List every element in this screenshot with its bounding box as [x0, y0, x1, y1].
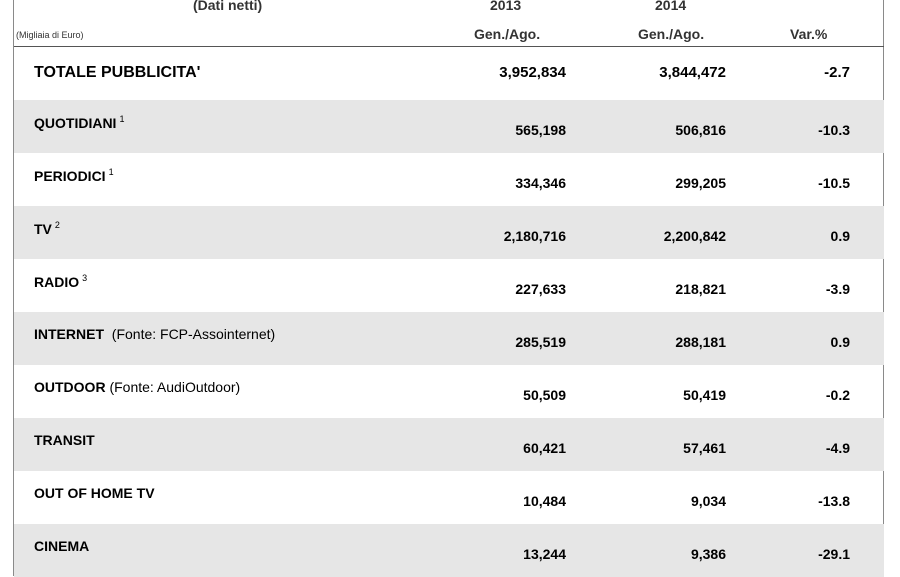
- row-label: TRANSIT: [34, 432, 95, 448]
- year-2013-header: 2013: [490, 0, 522, 13]
- table-row: [14, 471, 884, 524]
- value-2014: 50,419: [683, 387, 726, 403]
- value-variation: -0.2: [825, 387, 850, 403]
- row-label: RADIO $^3$: [34, 273, 88, 290]
- row-label: OUT OF HOME TV: [34, 485, 155, 501]
- table-row: [14, 418, 884, 471]
- row-label: PERIODICI $^1$: [34, 167, 114, 184]
- row-label: TV $^2$: [34, 220, 60, 237]
- value-variation: -10.3: [818, 122, 850, 138]
- footnote-marker: 3: [82, 273, 88, 283]
- value-2013: 10,484: [523, 493, 566, 509]
- value-2014: 218,821: [675, 281, 726, 297]
- value-variation: -3.9: [825, 281, 850, 297]
- value-2014: 3,844,472: [659, 64, 726, 81]
- source-note: (Fonte: FCP-Assointernet): [111, 326, 276, 342]
- value-2013: 13,244: [523, 546, 566, 562]
- row-label: CINEMA: [34, 538, 90, 554]
- value-2013: 50,509: [523, 387, 566, 403]
- year-2014-header: 2014: [655, 0, 687, 13]
- value-2013: 565,198: [515, 122, 566, 138]
- source-note: (Fonte: AudiOutdoor): [109, 379, 241, 395]
- value-2013: 60,421: [523, 440, 566, 456]
- value-2013: 334,346: [515, 175, 566, 191]
- value-2014: 9,034: [690, 493, 726, 509]
- value-2014: 57,461: [683, 440, 726, 456]
- value-variation: -29.1: [818, 546, 850, 562]
- table-row: [14, 259, 884, 312]
- value-2013: 2,180,716: [503, 228, 566, 244]
- footnote-marker: 2: [54, 220, 60, 230]
- value-2014: 288,181: [675, 334, 726, 350]
- table-row: [14, 524, 884, 577]
- value-2014: 299,205: [675, 175, 726, 191]
- footnote-marker: 1: [119, 114, 125, 124]
- value-variation: -2.7: [824, 64, 850, 81]
- units-label: (Migliaia di Euro): [16, 30, 84, 40]
- period-2013-header: Gen./Ago.: [474, 26, 541, 42]
- value-variation: -13.8: [818, 493, 850, 509]
- value-2013: 3,952,834: [499, 64, 566, 81]
- value-2014: 506,816: [675, 122, 726, 138]
- value-variation: 0.9: [830, 228, 850, 244]
- table-row: [14, 100, 884, 153]
- row-label: TOTALE PUBBLICITA': [34, 64, 201, 81]
- table-subtitle: (Dati netti): [193, 0, 263, 13]
- value-2014: 2,200,842: [663, 228, 726, 244]
- variation-header: Var.%: [790, 26, 828, 42]
- value-2013: 285,519: [515, 334, 566, 350]
- row-label: QUOTIDIANI $^1$: [34, 114, 125, 131]
- value-variation: -4.9: [825, 440, 850, 456]
- row-label: INTERNET (Fonte: FCP-Assointernet): [34, 326, 276, 342]
- table-row-total: [14, 47, 884, 100]
- table-row: [14, 206, 884, 259]
- value-variation: 0.9: [830, 334, 850, 350]
- table-row: [14, 365, 884, 418]
- value-2013: 227,633: [515, 281, 566, 297]
- value-variation: -10.5: [818, 175, 850, 191]
- period-2014-header: Gen./Ago.: [638, 26, 705, 42]
- row-label: OUTDOOR (Fonte: AudiOutdoor): [34, 379, 241, 395]
- table-row: [14, 312, 884, 365]
- value-2014: 9,386: [690, 546, 726, 562]
- table-row: [14, 153, 884, 206]
- footnote-marker: 1: [108, 167, 114, 177]
